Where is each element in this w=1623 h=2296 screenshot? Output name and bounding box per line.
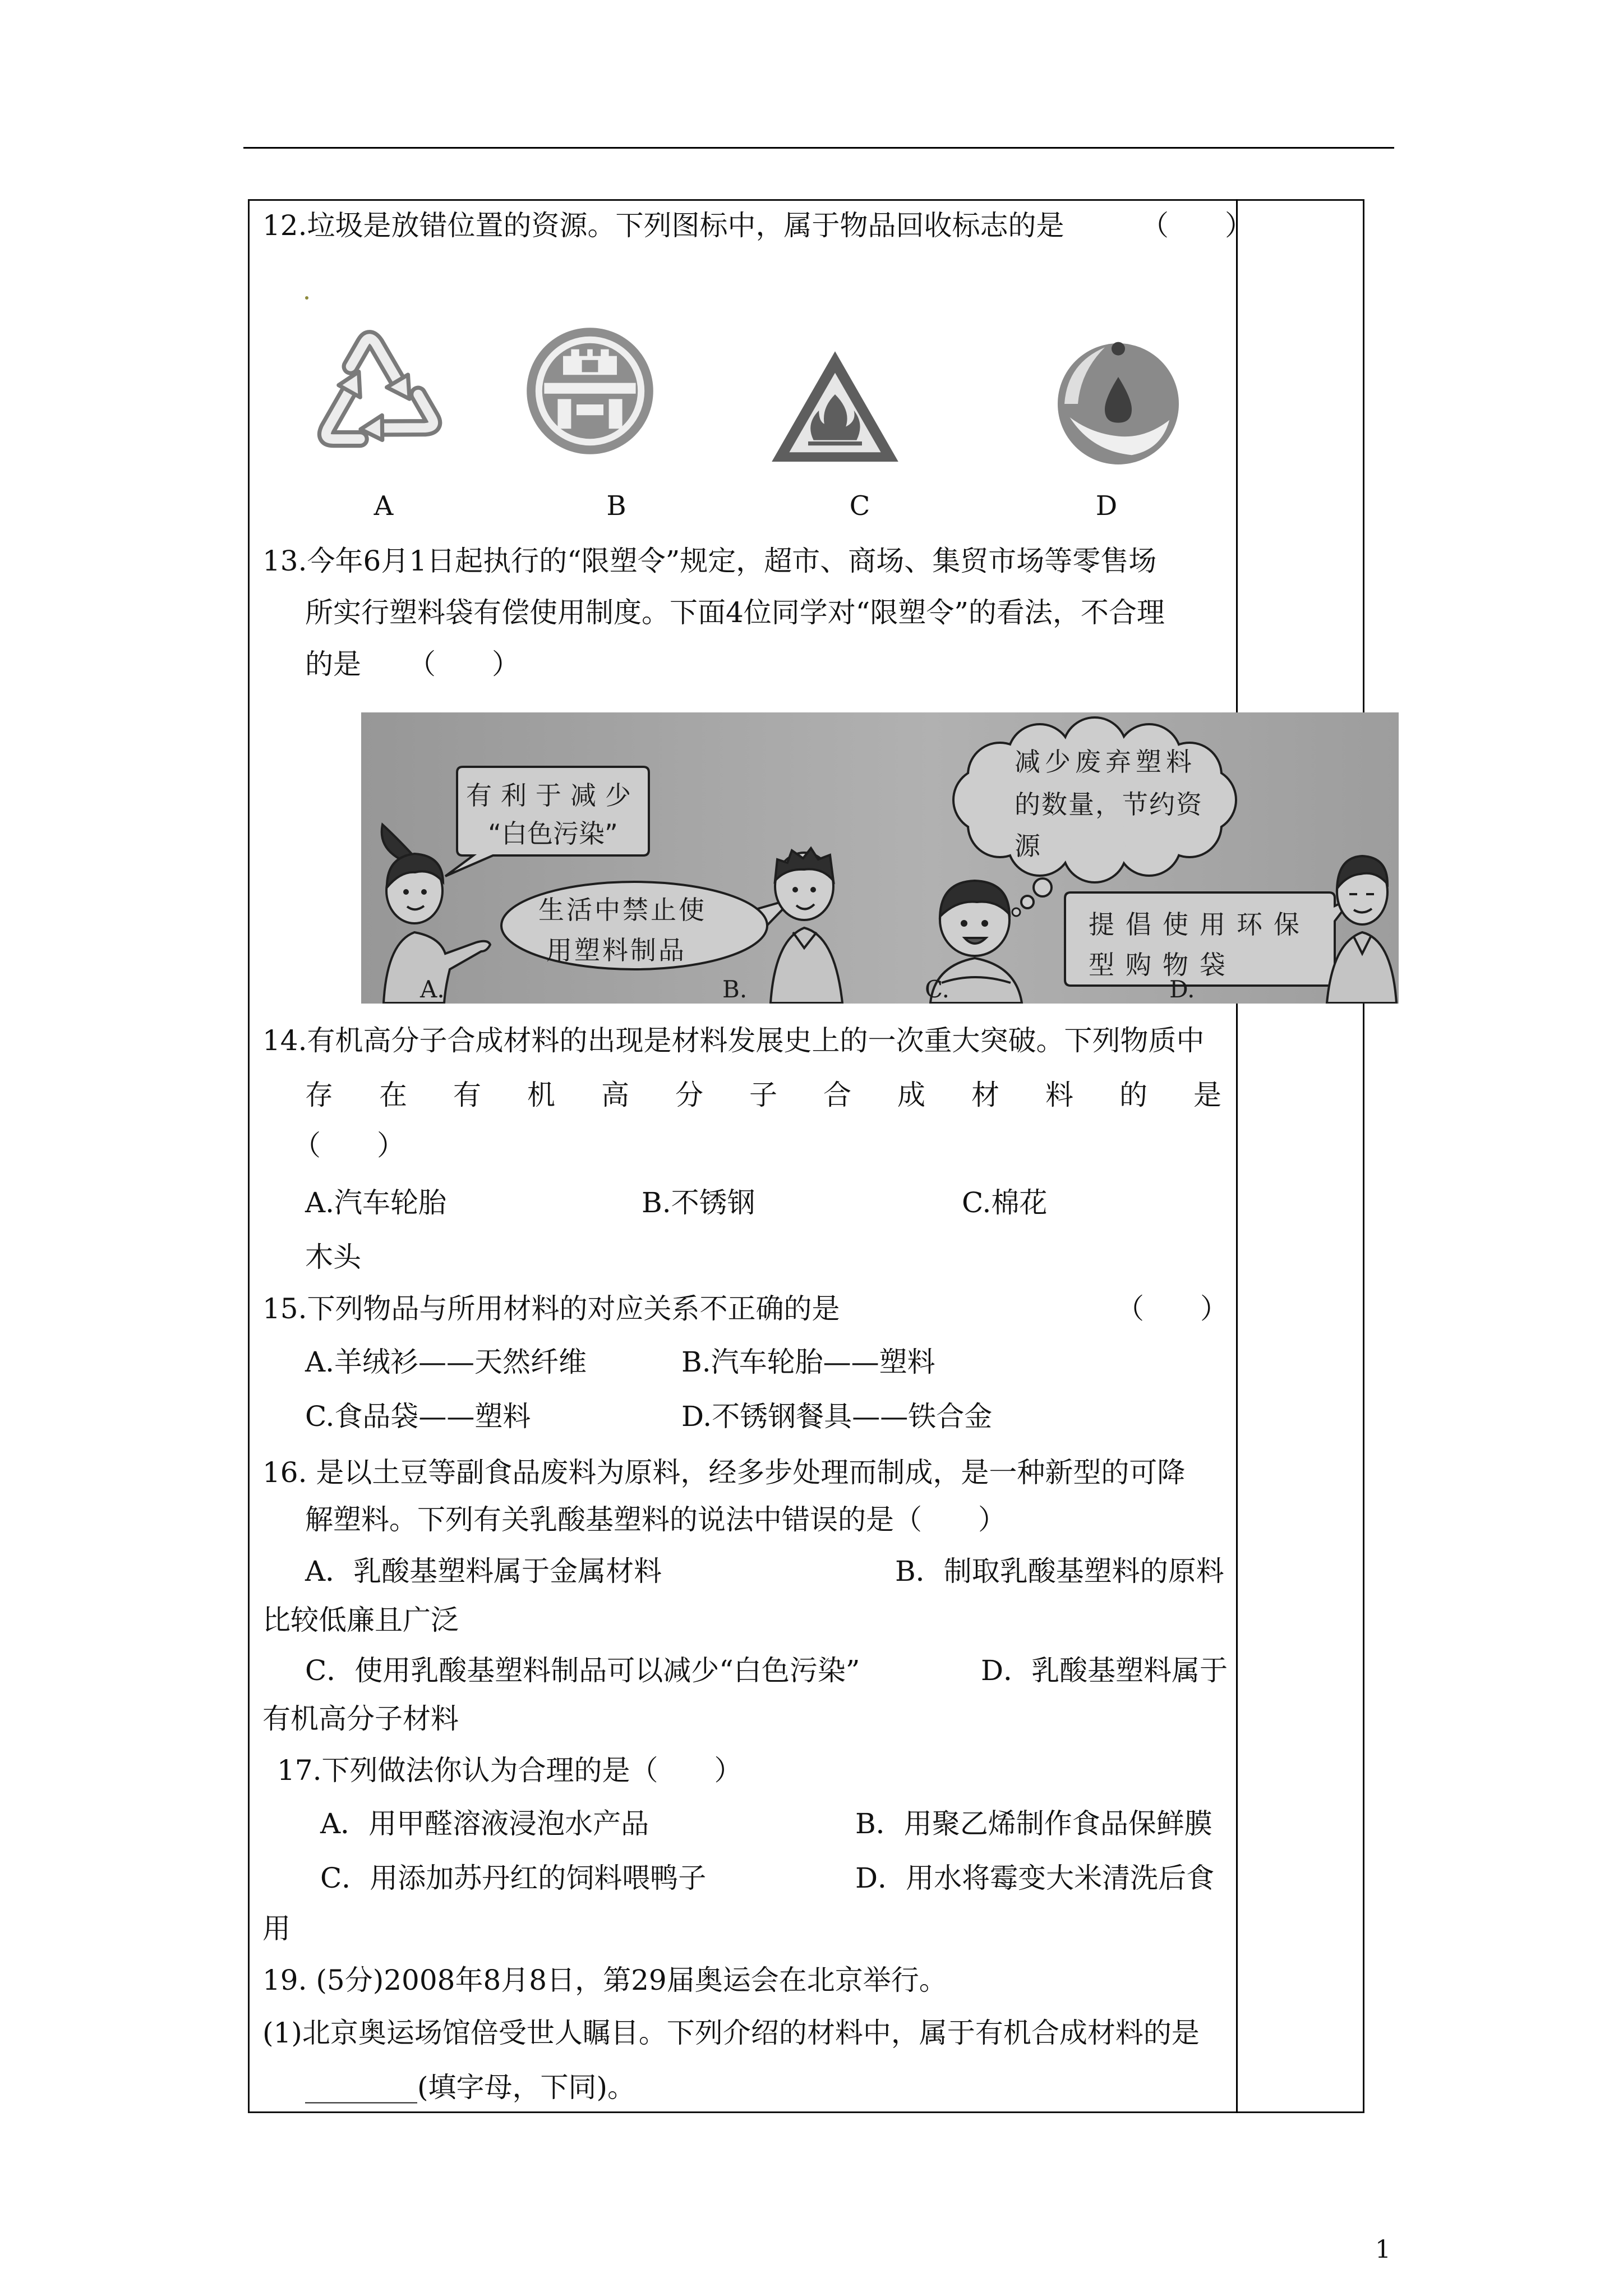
cloud-c-line-3: 源 bbox=[1015, 831, 1040, 861]
q17-option-c: C．用添加苏丹红的饲料喂鸭子 bbox=[320, 1862, 707, 1894]
q14-answer-paren: （ ） bbox=[293, 1129, 405, 1162]
q16-option-b-continued: 比较低廉且广泛 bbox=[262, 1604, 459, 1636]
q12-option-label-a: A bbox=[374, 490, 394, 522]
page-number: 1 bbox=[1375, 2235, 1391, 2264]
q15-option-b: B.汽车轮胎——塑料 bbox=[681, 1346, 935, 1378]
recycle-icon bbox=[309, 326, 444, 461]
q16-stem-line-2: 解塑料。下列有关乳酸基塑料的说法中错误的是（ ） bbox=[305, 1503, 1006, 1536]
cartoon-label-b: B. bbox=[722, 976, 748, 1003]
q12-stem: 12.垃圾是放错位置的资源。下列图标中，属于物品回收标志的是 bbox=[262, 209, 1064, 242]
q16-option-d-continued: 有机高分子材料 bbox=[262, 1703, 459, 1735]
bubble-d-line-1: 提倡使用环保 bbox=[1089, 909, 1311, 940]
q14-option-c: C.棉花 bbox=[962, 1186, 1048, 1219]
q15-option-a: A.羊绒衫——天然纤维 bbox=[305, 1346, 587, 1378]
q13-cartoon bbox=[361, 712, 1399, 1004]
q16-option-a: A．乳酸基塑料属于金属材料 bbox=[305, 1555, 662, 1588]
header-rule bbox=[243, 147, 1394, 149]
cloud-c-line-2: 的数量，节约资 bbox=[1015, 789, 1203, 820]
q13-stem-line-3: 的是 bbox=[305, 648, 361, 680]
q17-stem: 17.下列做法你认为合理的是（ ） bbox=[277, 1754, 743, 1787]
q13-stem-line-2: 所实行塑料袋有偿使用制度。下面4位同学对“限塑令”的看法，不合理 bbox=[305, 596, 1165, 629]
q12-option-label-c: C bbox=[849, 490, 870, 522]
water-drop-hand-icon bbox=[1051, 337, 1186, 471]
q15-answer-paren: （ ） bbox=[1116, 1292, 1228, 1325]
cartoon-label-c: C. bbox=[925, 976, 949, 1003]
q14-option-a: A.汽车轮胎 bbox=[305, 1186, 447, 1219]
q14-stem-line-1: 14.有机高分子合成材料的出现是材料发展史上的一次重大突破。下列物质中 bbox=[262, 1024, 1205, 1057]
q17-option-d-continued: 用 bbox=[262, 1912, 291, 1945]
q16-stem-line-1: 16. 是以土豆等副食品废料为原料，经多步处理而制成，是一种新型的可降 bbox=[262, 1456, 1186, 1489]
stray-mark bbox=[305, 296, 308, 300]
bubble-b-line-2: 用塑料制品 bbox=[546, 935, 686, 965]
q13-stem-line-1: 13.今年6月1日起执行的“限塑令”规定，超市、商场、集贸市场等零售场 bbox=[262, 545, 1157, 577]
q19-part-1: (1)北京奥运场馆倍受世人瞩目。下列介绍的材料中，属于有机合成材料的是 bbox=[262, 2017, 1200, 2049]
q14-option-d: 木头 bbox=[305, 1241, 361, 1273]
great-wall-emblem-icon bbox=[523, 324, 657, 458]
q15-option-c: C.食品袋——塑料 bbox=[305, 1400, 531, 1433]
q19-part-1-blank: ________(填字母，下同)。 bbox=[305, 2071, 636, 2104]
q12-answer-paren: （ ） bbox=[1141, 209, 1253, 242]
q16-option-b: B．制取乳酸基塑料的原料 bbox=[895, 1555, 1224, 1588]
bubble-d-line-2: 型购物袋 bbox=[1089, 950, 1237, 980]
cartoon-label-d: D. bbox=[1169, 976, 1195, 1003]
q14-stem-line-2: 存 在 有 机 高 分 子 合 成 材 料 的 是 bbox=[305, 1079, 1221, 1111]
bubble-a-line-1: 有利于减少 bbox=[466, 780, 640, 811]
cartoon-label-a: A. bbox=[420, 976, 445, 1003]
q19-stem: 19. (5分)2008年8月8日，第29届奥运会在北京举行。 bbox=[262, 1964, 947, 1996]
q15-stem: 15.下列物品与所用材料的对应关系不正确的是 bbox=[262, 1292, 840, 1325]
cloud-c-line-1: 减少废弃塑料 bbox=[1015, 747, 1196, 777]
q14-option-b: B.不锈钢 bbox=[642, 1186, 755, 1219]
bubble-b-line-1: 生活中禁止使 bbox=[538, 895, 707, 925]
q12-option-label-b: B bbox=[606, 490, 626, 522]
q17-option-d: D．用水将霉变大米清洗后食 bbox=[855, 1862, 1215, 1894]
q16-option-c: C．使用乳酸基塑料制品可以减少“白色污染” bbox=[305, 1654, 860, 1687]
q17-option-b: B．用聚乙烯制作食品保鲜膜 bbox=[855, 1807, 1212, 1840]
bubble-a-line-2: “白色污染” bbox=[488, 818, 618, 849]
flammable-warning-icon bbox=[768, 341, 902, 475]
q16-option-d: D．乳酸基塑料属于 bbox=[981, 1654, 1228, 1687]
q12-option-label-d: D bbox=[1095, 490, 1118, 522]
table-column-divider bbox=[1236, 199, 1238, 2113]
q17-option-a: A．用甲醛溶液浸泡水产品 bbox=[320, 1807, 649, 1840]
q13-answer-paren: （ ） bbox=[408, 648, 520, 680]
q15-option-d: D.不锈钢餐具——铁合金 bbox=[681, 1400, 993, 1433]
